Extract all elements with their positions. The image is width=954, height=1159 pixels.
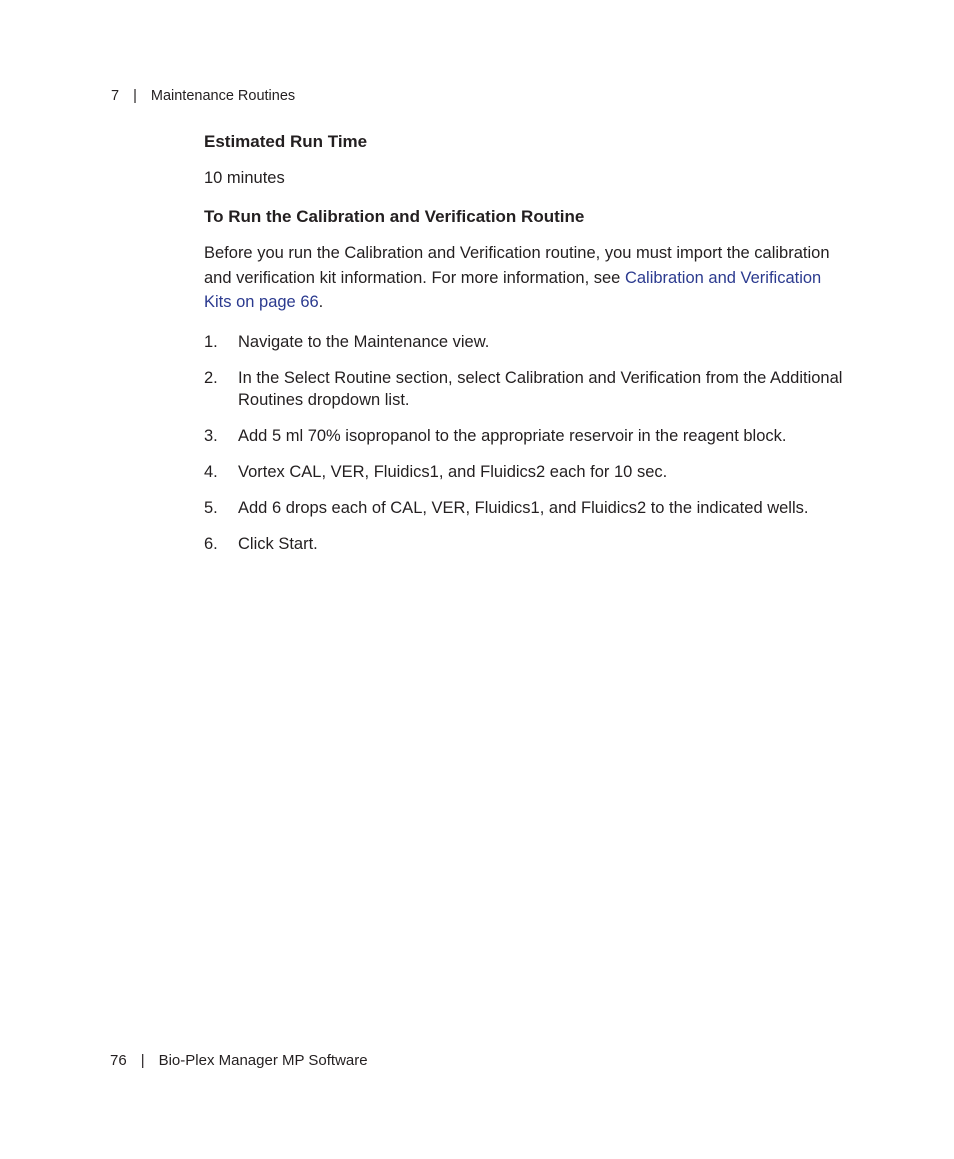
step-text: Add 5 ml 70% isopropanol to the appropriate reservoir in the reagent block.	[238, 427, 787, 445]
list-item	[204, 367, 844, 411]
list-item	[204, 497, 844, 519]
running-header	[111, 87, 295, 105]
intro-text: Before you run the Calibration and Verification routine, you must import the calibration and verification kit information. For more information, see	[204, 244, 830, 287]
footer-separator: |	[140, 1052, 145, 1069]
intro-paragraph	[204, 241, 844, 315]
step-number: 1.	[204, 333, 218, 351]
step-number: 6.	[204, 535, 218, 553]
step-number: 3.	[204, 427, 218, 445]
step-number: 2.	[204, 369, 218, 387]
step-text: In the Select Routine section, select Calibration and Verification from the Additional Routines dropdown list.	[238, 369, 843, 409]
step-number: 5.	[204, 499, 218, 517]
chapter-number: 7	[111, 88, 120, 104]
estimated-run-time-heading: Estimated Run Time	[204, 132, 368, 151]
header-separator: |	[133, 88, 137, 104]
list-item	[204, 461, 844, 483]
procedure-steps	[204, 331, 844, 569]
step-text: Navigate to the Maintenance view.	[238, 333, 490, 351]
intro-end: .	[318, 293, 324, 311]
step-text: Vortex CAL, VER, Fluidics1, and Fluidics2 each for 10 sec.	[238, 463, 668, 481]
cross-reference-link[interactable]: Calibration and Verification Kits on page 66	[204, 268, 822, 311]
list-item	[204, 425, 844, 447]
step-number: 4.	[204, 463, 218, 481]
running-footer	[110, 1052, 368, 1070]
list-item	[204, 331, 844, 353]
step-text: Add 6 drops each of CAL, VER, Fluidics1, and Fluidics2 to the indicated wells.	[238, 499, 809, 517]
step-text: Click Start.	[238, 535, 318, 553]
product-name: Bio-Plex Manager MP Software	[158, 1052, 368, 1069]
page-number: 76	[110, 1052, 127, 1069]
run-routine-heading: To Run the Calibration and Verification Routine	[204, 207, 585, 226]
list-item	[204, 533, 844, 555]
chapter-title: Maintenance Routines	[150, 88, 296, 104]
estimated-run-time-value: 10 minutes	[204, 169, 285, 187]
